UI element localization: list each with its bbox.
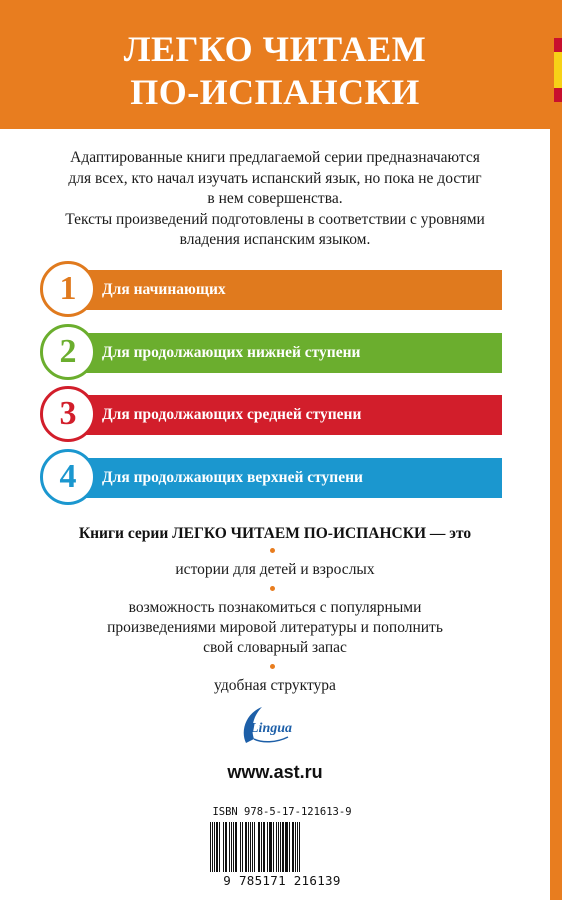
intro-line: Тексты произведений подготовлены в соответствии с уровнями bbox=[65, 210, 485, 228]
level-row-4 bbox=[40, 449, 502, 505]
barcode-bar bbox=[299, 822, 300, 872]
barcode-bar bbox=[250, 822, 251, 872]
barcode-bar bbox=[229, 822, 230, 872]
title-band bbox=[0, 0, 550, 129]
barcode-bar bbox=[269, 822, 272, 872]
barcode-bar bbox=[248, 822, 249, 872]
series-title-line-1: ЛЕГКО ЧИТАЕМ bbox=[123, 29, 427, 69]
spanish-flag-stripe bbox=[554, 38, 562, 102]
level-number-badge: 1 bbox=[40, 261, 96, 317]
lingua-logo bbox=[232, 703, 302, 749]
intro-line: Адаптированные книги предлагаемой серии предназначаются bbox=[70, 149, 480, 166]
bullet-dot bbox=[270, 586, 275, 591]
feature-text: произведениями мировой литературы и пополнить bbox=[107, 619, 443, 636]
level-label: Для продолжающих верхней ступени bbox=[102, 469, 363, 486]
series-title bbox=[0, 28, 550, 114]
barcode-bar bbox=[254, 822, 255, 872]
barcode-bar bbox=[278, 822, 279, 872]
barcode-bar bbox=[289, 822, 290, 872]
barcode-bar bbox=[235, 822, 237, 872]
bullet-dot bbox=[270, 664, 275, 669]
intro-line: владения испанским языком. bbox=[179, 231, 371, 248]
barcode-bar bbox=[280, 822, 281, 872]
barcode-bar bbox=[240, 822, 241, 872]
series-heading: Книги серии ЛЕГКО ЧИТАЕМ ПО-ИСПАНСКИ — это bbox=[78, 525, 472, 542]
level-row-1 bbox=[40, 261, 502, 317]
barcode-bar bbox=[252, 822, 253, 872]
barcode-bar bbox=[261, 822, 262, 872]
website-link[interactable]: www.ast.ru bbox=[227, 762, 323, 782]
level-row-3 bbox=[40, 386, 502, 442]
barcode-bar bbox=[212, 822, 213, 872]
barcode-bar bbox=[263, 822, 265, 872]
flag-red-stripe bbox=[554, 88, 562, 102]
barcode-bar bbox=[276, 822, 277, 872]
barcode-bar bbox=[282, 822, 284, 872]
barcode-bar bbox=[292, 822, 294, 872]
feature-text: удобная структура bbox=[214, 677, 336, 694]
level-number-badge: 2 bbox=[40, 324, 96, 380]
feature-text: истории для детей и взрослых bbox=[175, 561, 375, 578]
barcode-bar bbox=[210, 822, 211, 872]
barcode-bar bbox=[295, 822, 296, 872]
feature-item bbox=[20, 598, 530, 658]
barcode-bar bbox=[233, 822, 234, 872]
barcode-bar bbox=[297, 822, 298, 872]
spine-edge bbox=[550, 0, 562, 900]
intro-line: для всех, кто начал изучать испанский язык, но пока не достиг bbox=[68, 169, 482, 187]
level-row-2 bbox=[40, 324, 502, 380]
series-title-line-2: ПО-ИСПАНСКИ bbox=[130, 72, 420, 112]
feature-text: возможность познакомиться с популярными bbox=[128, 599, 422, 616]
intro-paragraph bbox=[20, 148, 530, 251]
bullet-dot bbox=[270, 548, 275, 553]
lingua-logo-text: Lingua bbox=[250, 721, 293, 736]
level-label: Для продолжающих средней ступени bbox=[102, 406, 362, 423]
barcode-bar bbox=[225, 822, 227, 872]
level-number-badge: 4 bbox=[40, 449, 96, 505]
barcode-bar bbox=[219, 822, 220, 872]
barcode-bar bbox=[242, 822, 243, 872]
intro-line: в нем совершенства. bbox=[207, 190, 343, 207]
barcode bbox=[204, 806, 360, 888]
barcode-bar bbox=[267, 822, 268, 872]
barcode-bar bbox=[216, 822, 218, 872]
barcode-bar bbox=[245, 822, 247, 872]
barcode-bar bbox=[214, 822, 215, 872]
flag-yellow-stripe bbox=[554, 52, 562, 88]
level-label: Для начинающих bbox=[102, 281, 226, 298]
feature-text: свой словарный запас bbox=[203, 639, 347, 656]
barcode-bar bbox=[258, 822, 260, 872]
flag-red-stripe bbox=[554, 38, 562, 52]
feature-item bbox=[20, 676, 530, 696]
barcode-bar bbox=[273, 822, 274, 872]
barcode-bar bbox=[231, 822, 232, 872]
isbn-text: ISBN 978-5-17-121613-9 bbox=[212, 806, 352, 818]
barcode-bar bbox=[285, 822, 288, 872]
barcode-bar bbox=[223, 822, 224, 872]
level-label: Для продолжающих нижней ступени bbox=[102, 344, 361, 361]
barcode-number: 9 785171 216139 bbox=[223, 873, 341, 888]
feature-item bbox=[20, 560, 530, 580]
level-number-badge: 3 bbox=[40, 386, 96, 442]
barcode-bars bbox=[210, 822, 358, 872]
